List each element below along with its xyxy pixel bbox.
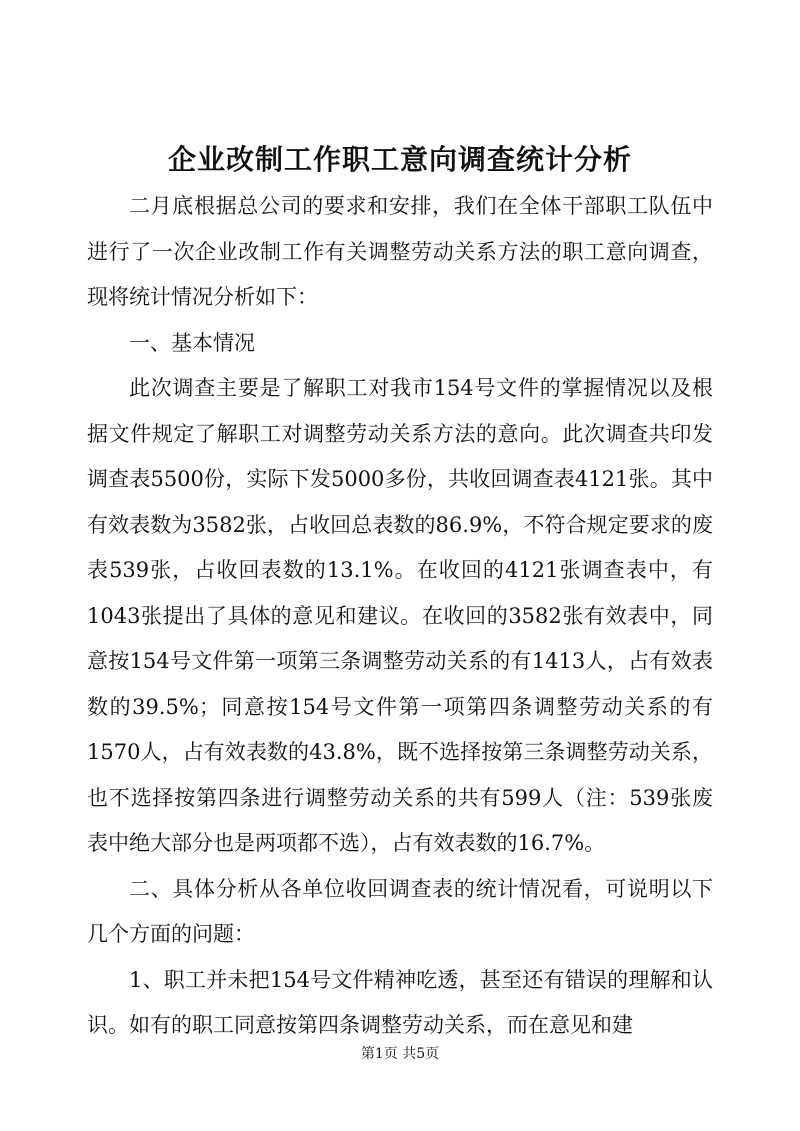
document-body — [87, 184, 713, 1049]
page-footer: 第1页 共5页 — [360, 1046, 440, 1062]
paragraph-point-1: 1、职工并未把154号文件精神吃透，甚至还有错误的理解和认识。如有的职工同意按第四条调整劳动关系，而在意见和建 — [87, 967, 713, 1037]
section-heading-basic: 一、基本情况 — [129, 330, 255, 355]
document-title: 企业改制工作职工意向调查统计分析 — [167, 143, 632, 176]
paragraph-intro: 二月底根据总公司的要求和安排，我们在全体干部职工队伍中进行了一次企业改制工作有关调整劳动关系方法的职工意向调查，现将统计情况分析如下： — [87, 194, 713, 309]
section-heading-analysis: 二、具体分析从各单位收回调查表的统计情况看，可说明以下几个方面的问题： — [87, 876, 713, 946]
paragraph-basic-situation: 此次调查主要是了解职工对我市154号文件的掌握情况以及根据文件规定了解职工对调整劳动关系方法的意向。此次调查共印发调查表5500份，实际下发5000多份，共收回调查表4121张。其中有效表数为3582张，占收回总表数的86.9%，不符合规定要求的废表539张，占收回表数的13.1%。在收回的4121张调查表中，有1043张提出了具体的意见和建议。在收回的3582张有效表中，同意按154号文件第一项第三条调整劳动关系的有1413人，占有效表数的39.5%；同意按154号文件第一项第四条调整劳动关系的有1570人，占有效表数的43.8%，既不选择按第三条调整劳动关系，也不选择按第四条进行调整劳动关系的共有599人（注：539张废表中绝大部分也是两项都不选），占有效表数的16.7%。 — [87, 376, 713, 855]
